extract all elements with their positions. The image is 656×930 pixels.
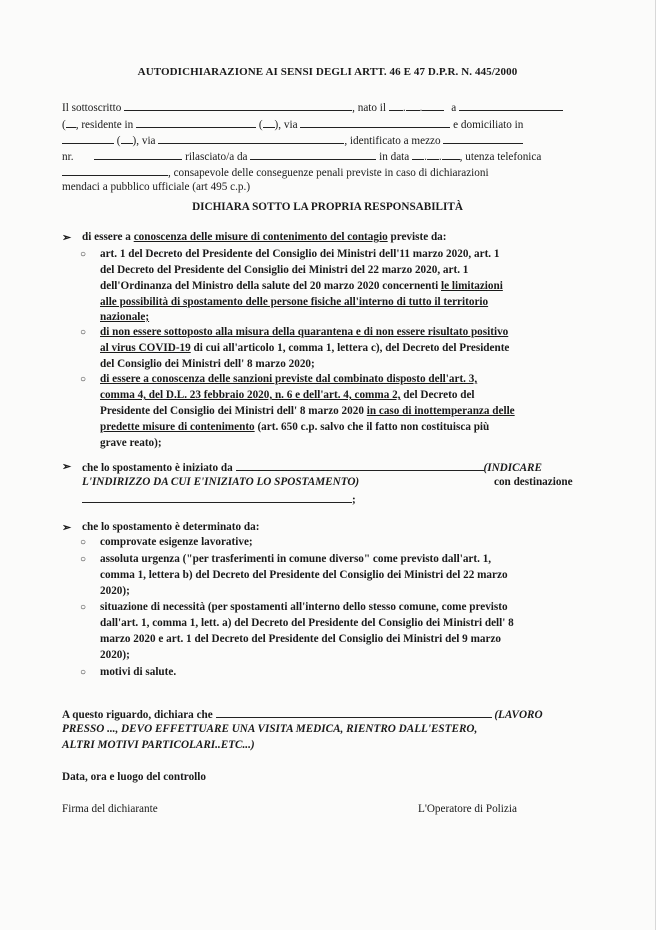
closing-line1 xyxy=(62,707,543,721)
section2-hint-a: (INDICARE xyxy=(483,462,542,474)
arrow-icon: ➢ xyxy=(62,522,72,534)
section2-destination-label: con destinazione xyxy=(494,476,573,488)
item3-line3-text: Presidente del Consiglio dei Ministri dell' 8 marzo 2020 xyxy=(100,405,364,417)
option-health: motivi di salute. xyxy=(100,666,177,678)
intro-line-6 xyxy=(62,181,250,193)
field-issue-day[interactable] xyxy=(412,149,424,160)
closing-hint-start: (LAVORO xyxy=(494,709,543,721)
item3-line5: grave reato); xyxy=(100,437,162,449)
item3-line4-text: (art. 650 c.p. salvo che il fatto non costituisca più xyxy=(257,421,490,433)
item2-line3: del Consiglio dei Ministri dell' 8 marzo 2020; xyxy=(100,358,315,370)
paren-glyph: ( xyxy=(116,135,121,147)
closing-hint-line3: ALTRI MOTIVI PARTICOLARI..ETC...) xyxy=(62,739,255,751)
option-urgency-line3: 2020); xyxy=(100,585,130,597)
bullet-icon: ○ xyxy=(80,374,87,385)
label-a: a xyxy=(451,102,457,114)
field-birthplace[interactable] xyxy=(459,100,563,111)
checkbox-circle-icon[interactable]: ○ xyxy=(80,602,87,613)
label-domiciliato: e domiciliato in xyxy=(453,119,524,131)
section2-line1 xyxy=(82,460,542,474)
intro-line-3 xyxy=(62,133,523,147)
section1-lead-underlined: conoscenza delle misure di contenimento del contagio xyxy=(133,231,388,243)
label-rilasciato: rilasciato/a da xyxy=(185,151,248,163)
arrow-icon: ➢ xyxy=(62,232,72,244)
intro-line-1: Il sottoscritto , nato il . . a xyxy=(62,100,563,114)
item1-line2: del Decreto del Presidente del Consiglio dei Ministri del 22 marzo 2020, art. 1 xyxy=(100,264,469,276)
option-work: comprovate esigenze lavorative; xyxy=(100,536,253,548)
field-birth-month[interactable] xyxy=(406,100,420,111)
section2-end: ; xyxy=(352,494,356,506)
item1-line3 xyxy=(100,280,503,292)
section2-line3 xyxy=(82,492,356,506)
intro-line-5 xyxy=(62,165,489,179)
field-reason[interactable] xyxy=(216,707,492,718)
field-issue-month[interactable] xyxy=(427,149,439,160)
paren-glyph: ( xyxy=(258,119,263,131)
option-necessity-line3: marzo 2020 e art. 1 del Decreto del Presidente del Consiglio dei Ministri del 9 marzo xyxy=(100,633,502,645)
option-necessity-line1: situazione di necessità (per spostamenti all'interno dello stesso comune, come previsto xyxy=(100,601,508,613)
checkbox-circle-icon[interactable]: ○ xyxy=(80,554,87,565)
item3-line3-underlined: in caso di inottemperanza delle xyxy=(366,405,515,417)
field-issued-by[interactable] xyxy=(250,149,376,160)
item3-line1: di essere a conoscenza delle sanzioni previste dal combinato disposto dell'art. 3, xyxy=(100,373,478,385)
field-residence-street[interactable] xyxy=(300,117,450,128)
item1-line4: alle possibilità di spostamento delle persone fisiche all'interno di tutto il territorio xyxy=(100,296,489,308)
item2-line2-underlined: al virus COVID-19 xyxy=(100,342,191,354)
section3-lead: che lo spostamento è determinato da: xyxy=(82,521,260,533)
field-residence-prov2[interactable] xyxy=(263,117,275,128)
item2-line1: di non essere sottoposto alla misura della quarantena e di non essere risultato positivo xyxy=(100,326,509,338)
label-in-data: in data xyxy=(379,151,410,163)
item3-line3 xyxy=(100,405,515,417)
field-domicile-province[interactable] xyxy=(121,133,133,144)
intro-line-4: nr. rilasciato/a da in data . . , utenza telefonica xyxy=(62,151,542,163)
label-utenza: , utenza telefonica xyxy=(459,151,542,163)
field-residence-city[interactable] xyxy=(136,117,256,128)
item3-line4-underlined: predette misure di contenimento xyxy=(100,421,255,433)
option-urgency-line1: assoluta urgenza ("per trasferimenti in comune diverso" come previsto dall'art. 1, xyxy=(100,553,492,565)
field-residence-province[interactable] xyxy=(66,117,76,128)
option-necessity-line4: 2020); xyxy=(100,649,130,661)
section1-lead-end: previste da: xyxy=(390,231,447,243)
item1-line5: nazionale; xyxy=(100,311,150,323)
field-birth-day[interactable] xyxy=(389,100,403,111)
intro-line-2 xyxy=(62,117,523,131)
item3-line2-underlined: comma 4, del D.L. 23 febbraio 2020, n. 6 e dell'art. 4, comma 2, xyxy=(100,389,401,401)
section2-lead: che lo spostamento è iniziato da xyxy=(82,462,233,474)
item2-line2 xyxy=(100,342,509,354)
item1-line3-text: dell'Ordinanza del Ministro della salute del 20 marzo 2020 concernenti xyxy=(100,280,439,292)
arrow-icon: ➢ xyxy=(62,461,72,473)
item3-line2-text: del Decreto del xyxy=(403,389,475,401)
label-via-2: ), via xyxy=(132,135,156,147)
field-start-address[interactable] xyxy=(236,460,484,471)
label-sottoscritto: Il sottoscritto xyxy=(62,102,122,114)
paren-glyph: ( xyxy=(62,119,66,131)
closing-dichiara: A questo riguardo, dichiara che xyxy=(62,709,213,721)
label-consapevole: , consapevole delle conseguenze penali previste in caso di dichiarazioni xyxy=(168,167,489,179)
field-domicile-city[interactable] xyxy=(62,133,114,144)
item2-line2-text: di cui all'articolo 1, comma 1, lettera c), del Decreto del Presidente xyxy=(193,342,510,354)
label-nato-il: , nato il xyxy=(352,102,387,114)
item3-line4 xyxy=(100,421,489,433)
date-time-place-label: Data, ora e luogo del controllo xyxy=(62,771,206,783)
label-nr: nr. xyxy=(62,151,74,163)
item1-line1: art. 1 del Decreto del Presidente del Consiglio dei Ministri dell'11 marzo 2020, art. 1 xyxy=(100,248,500,260)
signature-police-label: L'Operatore di Polizia xyxy=(418,803,517,815)
bullet-icon: ○ xyxy=(80,249,87,260)
item3-line2 xyxy=(100,389,475,401)
option-necessity-line2: dall'art. 1, comma 1, lett. a) del Decreto del Presidente del Consiglio dei Ministri dell' 8 xyxy=(100,617,514,629)
label-residente: , residente in xyxy=(75,119,134,131)
checkbox-circle-icon[interactable]: ○ xyxy=(80,537,87,548)
label-mendaci: mendaci a pubblico ufficiale (art 495 c.p.) xyxy=(62,181,251,193)
bullet-icon: ○ xyxy=(80,327,87,338)
field-document-number[interactable] xyxy=(94,149,182,160)
section2-hint-b: L'INDIRIZZO DA CUI E'INIZIATO LO SPOSTAMENTO) xyxy=(82,476,360,488)
section1-lead xyxy=(82,231,447,243)
field-issue-year[interactable] xyxy=(442,149,460,160)
closing-hint-line2: PRESSO ..., DEVO EFFETTUARE UNA VISITA MEDICA, RIENTRO DALL'ESTERO, xyxy=(62,723,478,735)
item1-line3-underlined: le limitazioni xyxy=(441,280,503,292)
field-domicile-street[interactable] xyxy=(158,133,344,144)
field-phone[interactable] xyxy=(62,165,168,176)
option-urgency-line2: comma 1, lettera b) del Decreto del Presidente del Consiglio dei Ministri del 22 marzo xyxy=(100,569,508,581)
field-destination[interactable] xyxy=(82,492,352,503)
section1-lead-text: di essere a xyxy=(82,231,131,243)
declaration-heading: DICHIARA SOTTO LA PROPRIA RESPONSABILITÀ xyxy=(192,201,463,213)
checkbox-circle-icon[interactable]: ○ xyxy=(80,667,87,678)
field-birth-year[interactable] xyxy=(422,100,444,111)
field-name[interactable] xyxy=(124,100,352,111)
signature-declarant-label: Firma del dichiarante xyxy=(62,803,158,815)
field-id-document[interactable] xyxy=(443,133,523,144)
document-title: AUTODICHIARAZIONE AI SENSI DEGLI ARTT. 46 E 47 D.P.R. N. 445/2000 xyxy=(137,66,518,78)
label-identificato: , identificato a mezzo xyxy=(344,135,441,147)
label-via: ), via xyxy=(274,119,298,131)
